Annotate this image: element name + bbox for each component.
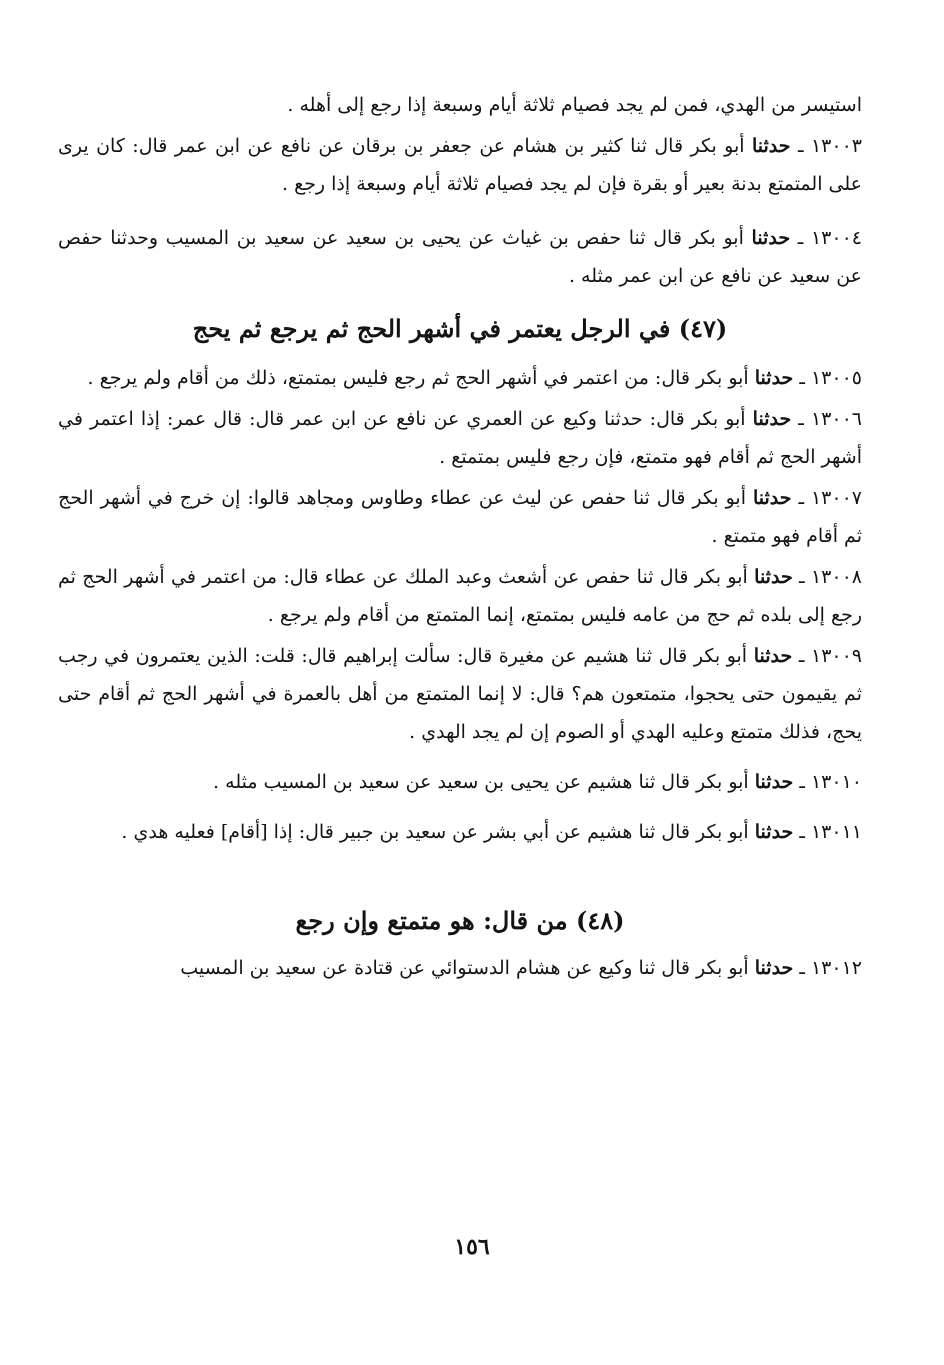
hadith-lead: حدثنا — [754, 367, 794, 389]
hadith-lead: حدثنا — [751, 227, 791, 249]
separator-dash: ـ — [799, 566, 805, 588]
hadith-text: أبو بكر قال ثنا هشيم عن أبي بشر عن سعيد بن جبير قال: إذا [أقام] فعليه هدي . — [121, 821, 749, 843]
hadith-number: ١٣٠٠٨ — [810, 566, 862, 588]
chapter-heading-47: (٤٧) في الرجل يعتمر في أشهر الحج ثم يرجع ثم يحج — [192, 314, 728, 343]
hadith-text: أبو بكر قال ثنا وكيع عن هشام الدستوائي عن قتادة عن سعيد بن المسيب — [180, 957, 749, 979]
hadith-text: أبو بكر قال ثنا هشيم عن مغيرة قال: سألت إبراهيم قال: قلت: الذين يعتمرون في رجب ثم يقيمون حتى يحجوا، متمتعون هم؟ قال: لا إنما المتمتع من أهل بالعمرة في أشهر الحج ثم أقام حتى يحج، فذلك متمتع وعليه الهدي أو الصوم إن لم يجد الهدي . — [58, 645, 862, 743]
hadith-number: ١٣٠١٢ — [810, 957, 862, 979]
separator-dash: ـ — [799, 821, 805, 843]
separator-dash: ـ — [797, 135, 804, 157]
hadith-13004 — [58, 219, 862, 295]
separator-dash: ـ — [798, 645, 805, 667]
hadith-lead: حدثنا — [754, 566, 793, 588]
hadith-13007 — [58, 479, 862, 555]
hadith-13011 — [58, 813, 862, 851]
hadith-lead: حدثنا — [752, 487, 792, 509]
separator-dash: ـ — [799, 367, 805, 389]
hadith-text: أبو بكر قال: حدثنا وكيع عن العمري عن نافع عن ابن عمر قال: قال عمر: إذا اعتمر في أشهر الحج ثم أقام فهو متمتع، فإن رجع فليس بمتمتع . — [58, 408, 862, 468]
separator-dash: ـ — [798, 408, 804, 430]
hadith-text: أبو بكر قال ثنا كثير بن هشام عن جعفر بن برقان عن نافع عن ابن عمر قال: كان يرى على المتمتع بدنة بعير أو بقرة فإن لم يجد فصيام ثلاثة أيام وسبعة إذا رجع . — [58, 135, 862, 195]
hadith-number: ١٣٠٠٤ — [810, 227, 862, 249]
hadith-13005 — [58, 359, 862, 397]
hadith-lead: حدثنا — [753, 645, 793, 667]
hadith-13003 — [58, 127, 862, 203]
separator-dash: ـ — [797, 227, 804, 249]
hadith-text: أبو بكر قال ثنا حفص عن أشعث وعبد الملك عن عطاء قال: من اعتمر في أشهر الحج ثم رجع إلى بلده ثم حج من عامه فليس بمتمتع، إنما المتمتع من أقام ولم يرجع . — [58, 566, 862, 626]
separator-dash: ـ — [799, 957, 805, 979]
hadith-lead: حدثنا — [752, 408, 792, 430]
hadith-number: ١٣٠١١ — [810, 821, 862, 843]
paragraph-text: استيسر من الهدي، فمن لم يجد فصيام ثلاثة أيام وسبعة إذا رجع إلى أهله . — [287, 94, 862, 116]
hadith-number: ١٣٠٠٩ — [810, 645, 863, 667]
hadith-number: ١٣٠١٠ — [810, 771, 862, 793]
chapter-heading-48: (٤٨) من قال: هو متمتع وإن رجع — [295, 906, 625, 935]
page-number: ١٥٦ — [454, 1234, 490, 1260]
hadith-number: ١٣٠٠٧ — [810, 487, 862, 509]
hadith-13009 — [58, 637, 862, 751]
hadith-13006 — [58, 400, 862, 476]
hadith-text: أبو بكر قال: من اعتمر في أشهر الحج ثم رجع فليس بمتمتع، ذلك من أقام ولم يرجع . — [87, 367, 749, 389]
hadith-lead: حدثنا — [754, 821, 794, 843]
hadith-text: أبو بكر قال ثنا حفص عن ليث عن عطاء وطاوس ومجاهد قالوا: إن خرج في أشهر الحج ثم أقام فهو متمتع . — [58, 487, 862, 547]
hadith-number: ١٣٠٠٥ — [810, 367, 862, 389]
hadith-text: أبو بكر قال ثنا حفص بن غياث عن يحيى بن سعيد عن سعيد بن المسيب وحدثنا حفص عن سعيد عن نافع عن ابن عمر مثله . — [58, 227, 862, 287]
paragraph-continuation — [58, 86, 862, 124]
hadith-text: أبو بكر قال ثنا هشيم عن يحيى بن سعيد عن سعيد بن المسيب مثله . — [213, 771, 749, 793]
hadith-lead: حدثنا — [754, 771, 794, 793]
hadith-number: ١٣٠٠٦ — [810, 408, 862, 430]
separator-dash: ـ — [798, 487, 805, 509]
hadith-lead: حدثنا — [754, 957, 794, 979]
page-body — [58, 86, 862, 987]
hadith-13008 — [58, 558, 862, 634]
hadith-lead: حدثنا — [751, 135, 791, 157]
hadith-number: ١٣٠٠٣ — [810, 135, 862, 157]
separator-dash: ـ — [799, 771, 805, 793]
hadith-13010 — [58, 763, 862, 801]
hadith-13012 — [58, 949, 862, 987]
